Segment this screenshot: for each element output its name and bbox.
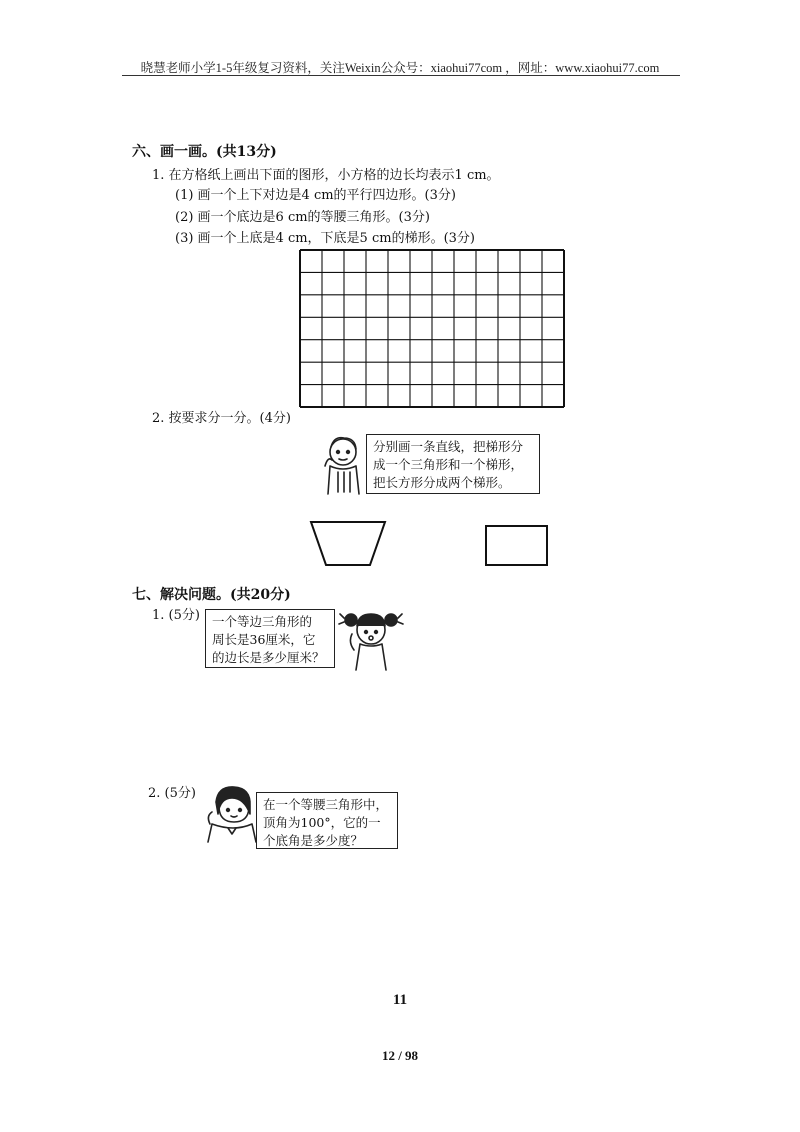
question-6-1-item-1: (1) 画一个上下对边是4 cm的平行四边形。(3分) [175,188,456,203]
bubble-line: 分别画一条直线，把梯形分 [373,439,524,454]
question-6-2-text: 2. 按要求分一分。(4分) [152,411,291,426]
speech-bubble-6-2 [366,434,540,494]
page-header: 晓慧老师小学1-5年级复习资料，关注Weixin公众号：xiaohui77com ，网址：www.xiaohui77.com [140,61,660,75]
question-7-1-label: 1. (5分) [152,608,200,623]
speech-bubble-7-2 [256,792,398,849]
bubble-line: 把长方形分成两个梯形。 [373,474,511,490]
rectangle-shape[interactable] [484,524,550,568]
speech-bubble-7-1 [205,609,335,668]
page-count: 12 / 98 [381,1048,419,1063]
bubble-line: 的边长是多少厘米？ [212,649,325,665]
bubble-line: 周长是36厘米，它 [212,631,316,647]
girl-short-hair-illustration [204,784,260,846]
question-6-1-item-3: (3) 画一个上底是4 cm，下底是5 cm的梯形。(3分) [175,231,475,246]
bubble-line: 一个等边三角形的 [212,614,313,629]
header-divider [122,75,680,76]
boy-illustration [316,432,368,498]
bubble-line: 顶角为100°，它的一 [263,814,381,830]
trapezoid-shape[interactable] [308,519,388,569]
question-7-2-label: 2. (5分) [148,786,196,801]
bubble-line: 个底角是多少度？ [263,832,364,848]
grid-paper[interactable] [300,250,564,407]
bubble-line: 成一个三角形和一个梯形， [373,456,524,472]
section-7-title: 七、解决问题。(共20分) [132,587,291,603]
section-6-title: 六、画一画。(共13分) [132,144,277,160]
question-6-1-item-2: (2) 画一个底边是6 cm的等腰三角形。(3分) [175,210,430,225]
girl-illustration [336,604,406,674]
page-number: 11 [392,992,408,1008]
question-6-1-text: 1. 在方格纸上画出下面的图形，小方格的边长均表示1 cm。 [152,168,500,183]
bubble-line: 在一个等腰三角形中， [263,797,389,812]
